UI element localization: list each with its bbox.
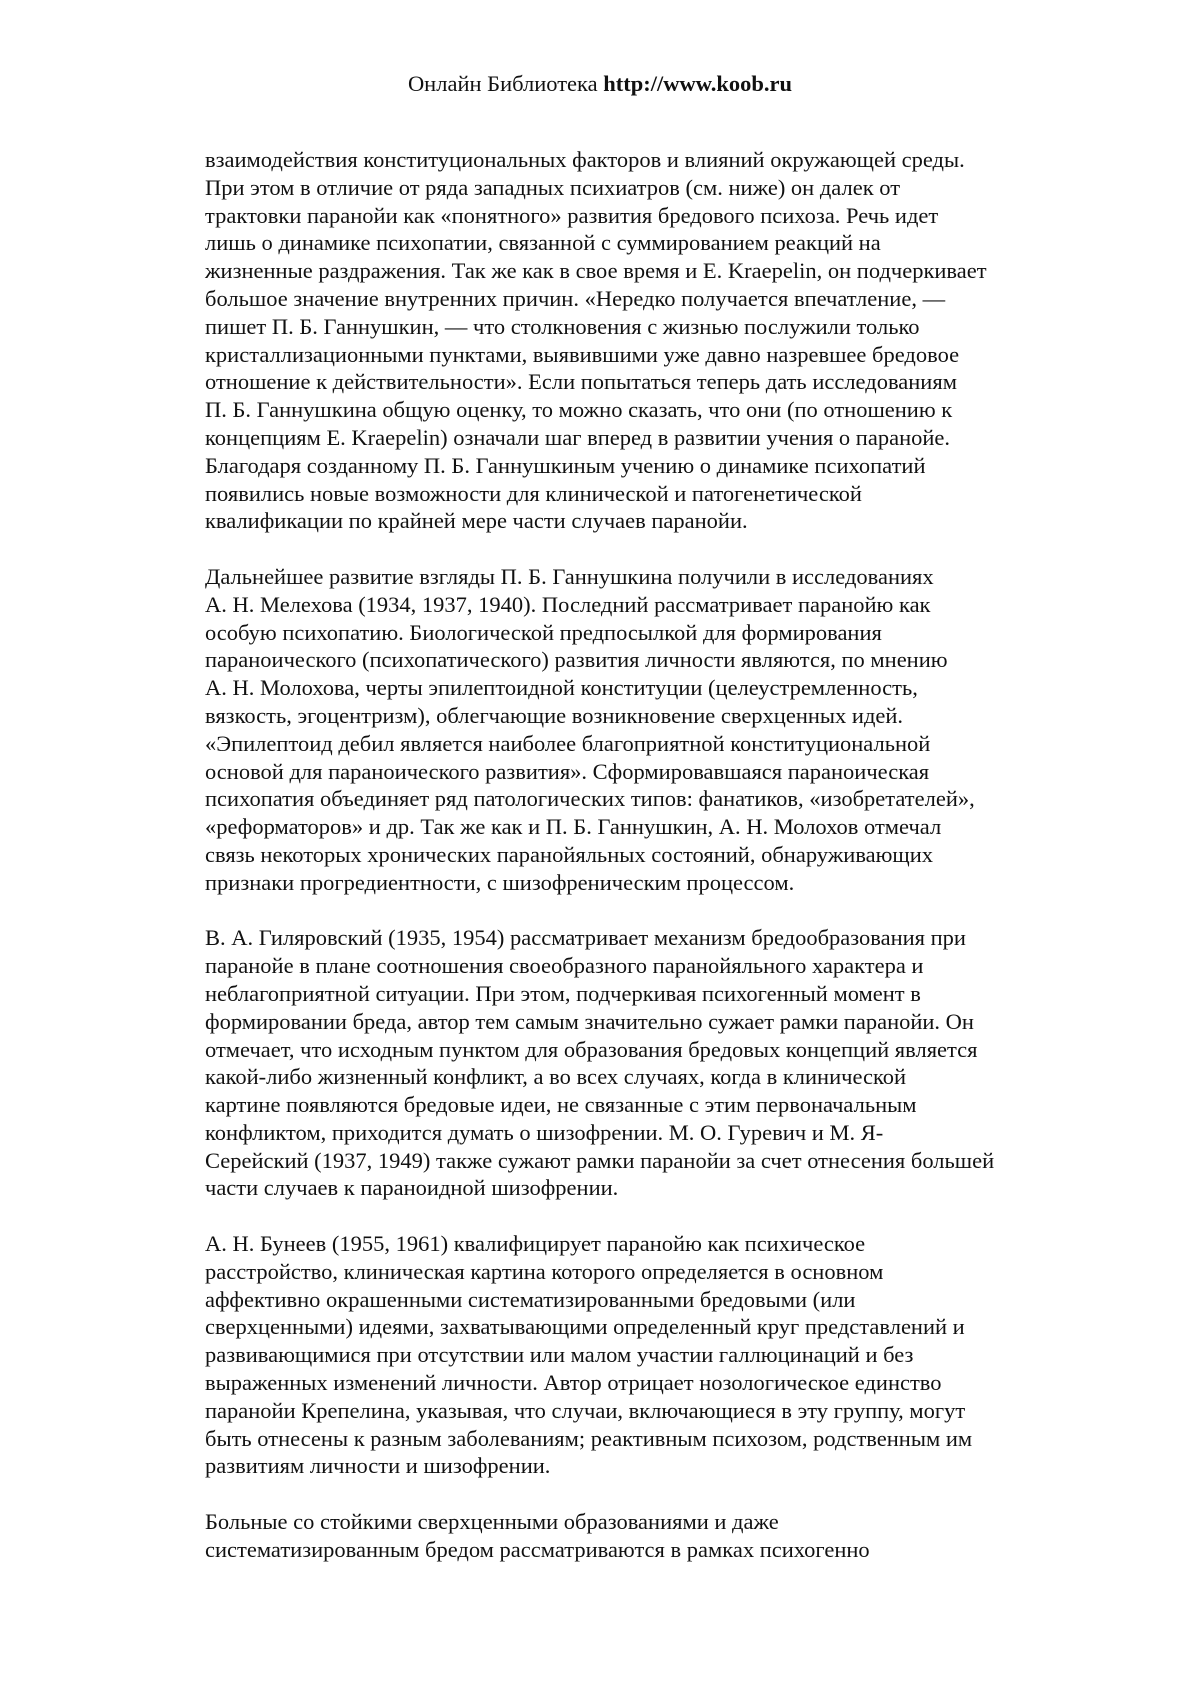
text-line: картине появляются бредовые идеи, не связанные с этим первоначальным: [205, 1092, 917, 1118]
text-line: сверхценными) идеями, захватывающими определенный круг представлений и: [205, 1314, 965, 1340]
text-line: аффективно окрашенными систематизированными бредовыми (или: [205, 1286, 856, 1312]
text-line: отмечает, что исходным пунктом для образования бредовых концепций является: [205, 1036, 978, 1062]
paragraph: [205, 563, 1075, 897]
text-line: пишет П. Б. Ганнушкин, — что столкновения с жизнью послужили только: [205, 313, 920, 339]
text-line: появились новые возможности для клинической и патогенетической: [205, 480, 862, 506]
text-line: основой для параноического развития». Сформировавшаяся параноическая: [205, 758, 930, 784]
text-line: П. Б. Ганнушкина общую оценку, то можно сказать, что они (по отношению к: [205, 397, 953, 423]
text-line: параноического (психопатического) развития личности являются, по мнению: [205, 647, 948, 673]
text-line: паранойи Крепелина, указывая, что случаи, включающиеся в эту группу, могут: [205, 1397, 966, 1423]
header-library-label: Онлайн Библиотека: [407, 71, 598, 96]
text-line: Благодаря созданному П. Б. Ганнушкиным учению о динамике психопатий: [205, 452, 926, 478]
paragraph: [205, 1508, 1075, 1564]
text-line: расстройство, клиническая картина которого определяется в основном: [205, 1258, 884, 1284]
text-line: части случаев к параноидной шизофрении.: [205, 1175, 619, 1201]
text-line: взаимодействия конституциональных факторов и влияний окружающей среды.: [205, 147, 965, 172]
text-line: формировании бреда, автор тем самым значительно сужает рамки паранойи. Он: [205, 1008, 974, 1034]
text-line: вязкость, эгоцентризм), облегчающие возникновение сверхценных идей.: [205, 702, 904, 728]
text-line: лишь о динамике психопатии, связанной с суммированием реакций на: [205, 230, 881, 256]
page-header: [0, 70, 1200, 98]
text-line: Дальнейшее развитие взгляды П. Б. Ганнушкина получили в исследованиях: [205, 563, 934, 589]
text-line: При этом в отличие от ряда западных психиатров (см. ниже) он далек от: [205, 174, 901, 200]
text-line: А. Н. Молохова, черты эпилептоидной конституции (целеустремленность,: [205, 675, 918, 701]
text-line: большое значение внутренних причин. «Нередко получается впечатление, —: [205, 285, 946, 311]
text-line: конфликтом, приходится думать о шизофрении. М. О. Гуревич и М. Я-: [205, 1119, 884, 1145]
text-line: паранойе в плане соотношения своеобразного паранойяльного характера и: [205, 953, 924, 979]
text-line: психопатия объединяет ряд патологических типов: фанатиков, «изобретателей»,: [205, 786, 975, 812]
text-line: трактовки паранойи как «понятного» развития бредового психоза. Речь идет: [205, 202, 939, 228]
document-body: [205, 146, 1075, 1591]
text-line: развитиям личности и шизофрении.: [205, 1453, 551, 1479]
text-line: быть отнесены к разным заболеваниям; реактивным психозом, родственным им: [205, 1425, 973, 1451]
text-line: Серейский (1937, 1949) также сужают рамки паранойи за счет отнесения большей: [205, 1147, 995, 1173]
text-line: «Эпилептоид дебил является наиболее благоприятной конституциональной: [205, 730, 931, 756]
text-line: отношение к действительности». Если попытаться теперь дать исследованиям: [205, 369, 957, 395]
text-line: неблагоприятной ситуации. При этом, подчеркивая психогенный момент в: [205, 980, 921, 1006]
text-line: Больные со стойкими сверхценными образованиями и даже: [205, 1509, 779, 1535]
text-line: какой-либо жизненный конфликт, а во всех случаях, когда в клинической: [205, 1064, 907, 1090]
text-line: жизненные раздражения. Так же как в свое время и E. Kraepelin, он подчеркивает: [205, 258, 987, 284]
text-line: «реформаторов» и др. Так же как и П. Б. Ганнушкин, А. Н. Молохов отмечал: [205, 814, 942, 840]
text-line: А. Н. Бунеев (1955, 1961) квалифицирует паранойю как психическое: [205, 1231, 866, 1257]
paragraph: [205, 146, 1075, 535]
text-line: систематизированным бредом рассматриваются в рамках психогенно: [205, 1536, 870, 1562]
text-line: признаки прогредиентности, с шизофреническим процессом.: [205, 869, 795, 895]
text-line: выраженных изменений личности. Автор отрицает нозологическое единство: [205, 1370, 942, 1396]
paragraph: [205, 1230, 1075, 1480]
text-line: квалификации по крайней мере части случаев паранойи.: [205, 508, 748, 534]
text-line: концепциям E. Kraepelin) означали шаг вперед в развитии учения о паранойе.: [205, 424, 951, 450]
header-url-link[interactable]: http://www.koob.ru: [603, 71, 793, 96]
text-line: развивающимися при отсутствии или малом участии галлюцинаций и без: [205, 1342, 914, 1368]
text-line: особую психопатию. Биологической предпосылкой для формирования: [205, 619, 882, 645]
text-line: А. Н. Мелехова (1934, 1937, 1940). Последний рассматривает паранойю как: [205, 591, 931, 617]
text-line: В. А. Гиляровский (1935, 1954) рассматривает механизм бредообразования при: [205, 925, 966, 951]
text-line: кристаллизационными пунктами, выявившими уже давно назревшее бредовое: [205, 341, 960, 367]
paragraph: [205, 924, 1075, 1202]
text-line: связь некоторых хронических паранойяльных состояний, обнаруживающих: [205, 841, 934, 867]
